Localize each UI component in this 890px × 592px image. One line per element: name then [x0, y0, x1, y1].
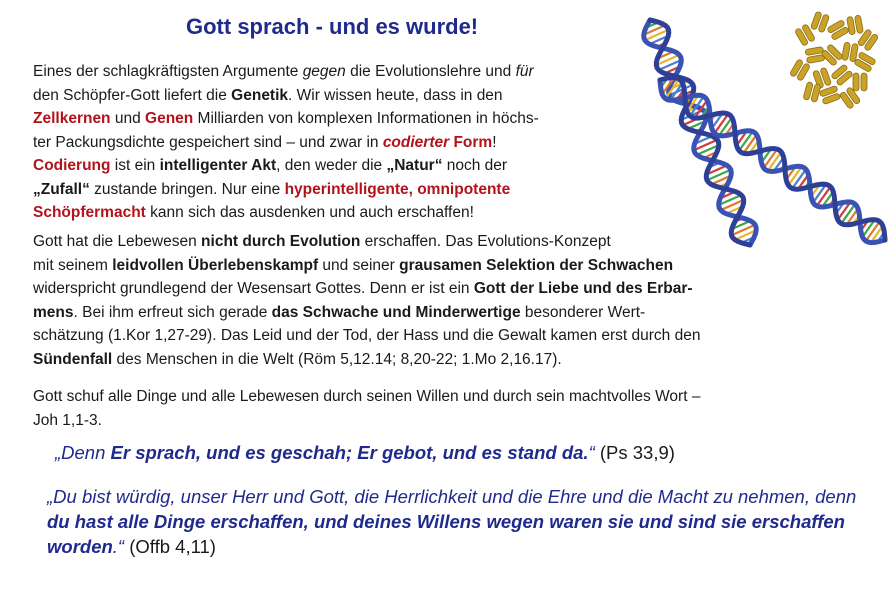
quote-revelation: „Du bist würdig, unser Herr und Gott, die Herrlichkeit und die Ehre und die Macht zu nehmen, denn du hast alle Dinge erschaffen, und deines Willens wegen waren sie und sind sie erschaffen worden.“ (Offb 4,11)	[47, 486, 857, 557]
quote-psalm: „Denn Er sprach, und es geschah; Er gebot, und es stand da.“ (Ps 33,9)	[55, 442, 675, 463]
paragraph-creation: Gott schuf alle Dinge und alle Lebewesen durch seinen Willen und durch sein machtvolles Wort – Joh 1,1-3.	[33, 388, 701, 429]
page-title: Gott sprach - und es wurde!	[186, 14, 479, 39]
paragraph-genetics: Eines der schlagkräftigsten Argumente gegen die Evolutionslehre und für den Schöpfer-Gott liefert die Genetik. Wir wissen heute, dass in den Zellkernen und Genen Milliarden von komplexen Informationen in höchs- ter Packungsdichte gespeichert sind – und zwar in codierter Form! Codierung ist ein intelligenter Akt, den weder die „Natur“ noch der „Zufall“ zustande bringen. Nur eine hyperintelligente, omnipotente Schöpfermacht kann sich das ausdenken und auch erschaffen!	[33, 63, 539, 221]
paragraph-evolution: Gott hat die Lebewesen nicht durch Evolution erschaffen. Das Evolutions-Konzept mit seinem leidvollen Überlebenskampf und seiner grausamen Selektion der Schwachen widerspricht grundlegend der Wesensart Gottes. Denn er ist ein Gott der Liebe und des Erbar- mens. Bei ihm erfreut sich gerade das Schwache und Minderwertige besonderer Wert- schätzung (1.Kor 1,27-29). Das Leid und der Tod, der Hass und die Gewalt kamen erst durch den Sündenfall des Menschen in die Welt (Röm 5,12.14; 8,20-22; 1.Mo 2,16.17).	[33, 233, 701, 368]
chromosomes-icon	[789, 11, 878, 109]
